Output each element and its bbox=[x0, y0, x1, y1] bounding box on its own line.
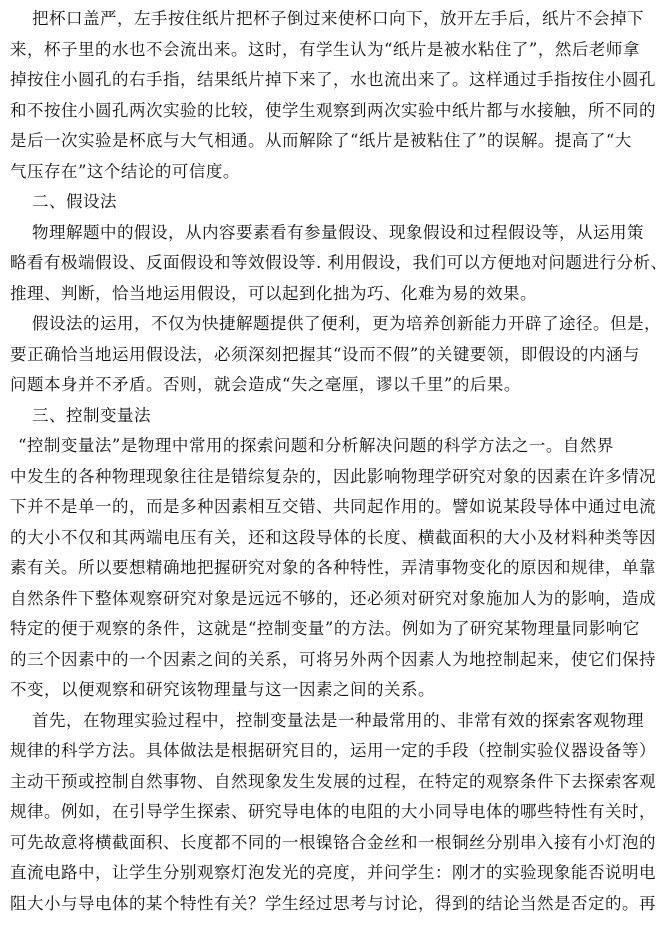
paragraph-line: 不变，以便观察和研究该物理量与这一因素之间的关系。 bbox=[10, 680, 435, 699]
paragraph-line: 主动干预或控制自然事物、自然现象发生发展的过程，在特定的观察条件下去探索客观 bbox=[10, 771, 656, 791]
paragraph-line: 阻大小与导电体的某个特性有关？学生经过思考与讨论，得到的结论当然是否定的。再 bbox=[10, 893, 656, 913]
paragraph-line: 来，杯子里的水也不会流出来。这时，有学生认为“纸片是被水粘住了”，然后老师拿 bbox=[10, 39, 640, 59]
paragraph-line: 假设法的运用，不仅为快捷解题提供了便利，更为培养创新能力开辟了途径。但是， bbox=[32, 314, 661, 333]
paragraph-line: 略看有极端假设、反面假设和等效假设等. 利用假设，我们可以方便地对问题进行分析、 bbox=[10, 253, 668, 272]
paragraph-line: 规律。例如，在引导学生探索、研究导电体的电阻的大小同导电体的哪些特性有关时， bbox=[10, 802, 656, 821]
paragraph-line: 特定的便于观察的条件，这就是“控制变量”的方法。例如为了研究某物理量同影响它 bbox=[10, 619, 640, 638]
paragraph-line: 规律的科学方法。具体做法是根据研究目的，运用一定的手段（控制实验仪器设备等） bbox=[10, 741, 656, 760]
paragraph-line: 的大小不仅和其两端电压有关，还和这段导体的长度、横截面积的大小及材料种类等因 bbox=[10, 527, 656, 547]
paragraph-line: 素有关。所以要想精确地把握研究对象的各种特性，弄清事物变化的原因和规律，单靠 bbox=[10, 558, 656, 577]
paragraph-line: 推理、判断，恰当地运用假设，可以起到化拙为巧、化难为易的效果。 bbox=[10, 283, 537, 303]
paragraph-line: 可先故意将横截面积、长度都不同的一根镍铬合金丝和一根铜丝分别串入接有小灯泡的 bbox=[10, 832, 656, 852]
paragraph-line: 首先，在物理实验过程中，控制变量法是一种最常用的、非常有效的探索客观物理 bbox=[32, 710, 644, 730]
paragraph-line: 的三个因素中的一个因素之间的关系，可将另外两个因素人为地控制起来，使它们保持 bbox=[10, 649, 656, 669]
section-heading: 三、控制变量法 bbox=[32, 405, 151, 425]
paragraph-line: 中发生的各种物理现象往往是错综复杂的，因此影响物理学研究对象的因素在许多情况 bbox=[10, 466, 656, 486]
paragraph-line: 问题本身并不矛盾。否则，就会造成“失之毫厘，谬以千里”的后果。 bbox=[10, 375, 521, 394]
paragraph-line: 把杯口盖严，左手按住纸片把杯子倒过来使杯口向下，放开左手后，纸片不会掉下 bbox=[32, 9, 644, 28]
paragraph-line: 是后一次实验是杯底与大气相通。从而解除了“纸片是被粘住了”的误解。提高了“大 bbox=[10, 131, 632, 150]
paragraph-line: 下并不是单一的，而是多种因素相互交错、共同起作用的。譬如说某段导体中通过电流 bbox=[10, 497, 656, 516]
paragraph-line: 要正确恰当地运用假设法，必须深刻把握其“设而不假”的关键要领，即假设的内涵与 bbox=[10, 344, 640, 364]
paragraph-line: 直流电路中，让学生分别观察灯泡发光的亮度，并问学生：刚才的实验现象能否说明电 bbox=[10, 863, 656, 882]
section-heading: 二、假设法 bbox=[32, 192, 117, 211]
paragraph-line: “控制变量法”是物理中常用的探索问题和分析解决问题的科学方法之一。自然界 bbox=[18, 436, 614, 455]
paragraph-line: 自然条件下整体观察研究对象是远远不够的，还必须对研究对象施加人为的影响，造成 bbox=[10, 588, 656, 608]
paragraph-line: 和不按住小圆孔两次实验的比较，使学生观察到两次实验中纸片都与水接触，所不同的 bbox=[10, 100, 656, 120]
paragraph-line: 物理解题中的假设，从内容要素看有参量假设、现象假设和过程假设等，从运用策 bbox=[32, 222, 644, 242]
paragraph-line: 掉按住小圆孔的右手指，结果纸片掉下来了，水也流出来了。这样通过手指按住小圆孔 bbox=[10, 70, 656, 89]
paragraph-line: 气压存在”这个结论的可信度。 bbox=[10, 161, 240, 181]
